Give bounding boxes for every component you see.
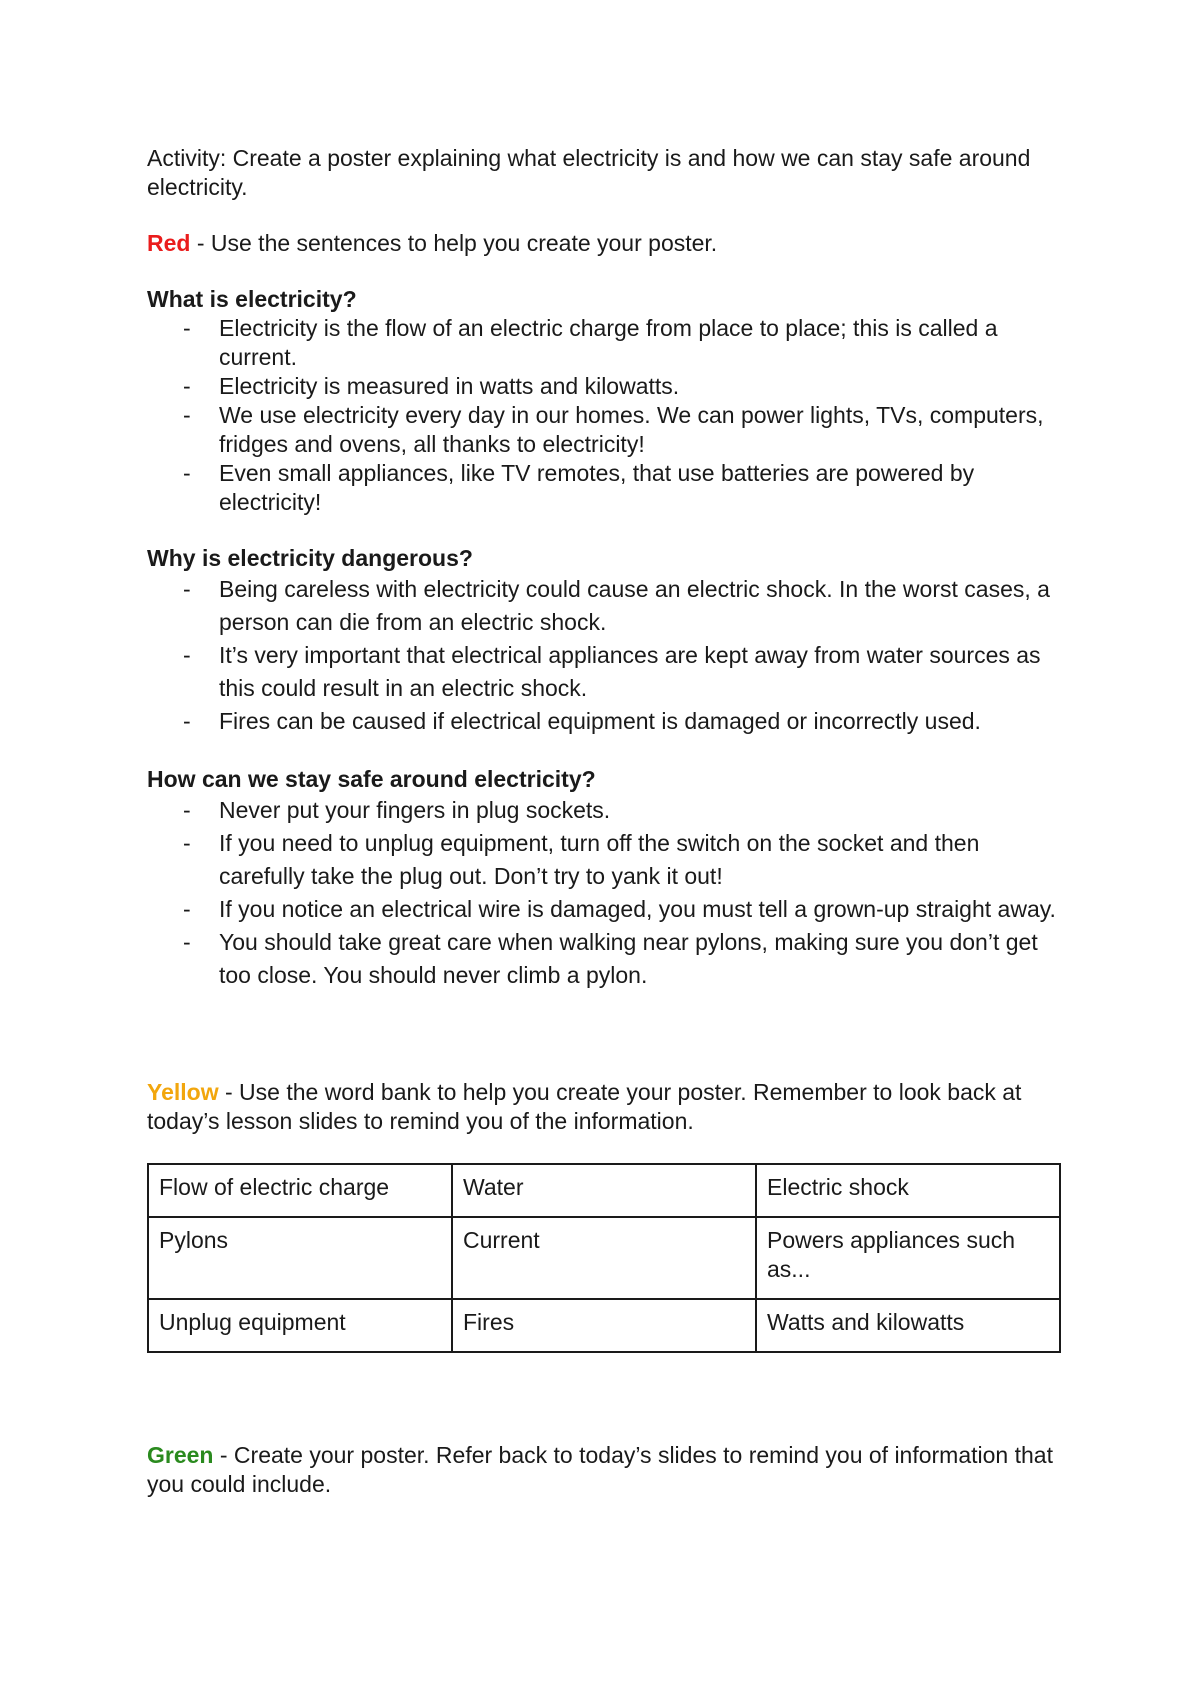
list-item: - You should take great care when walking near pylons, making sure you don’t get too close. You should never climb a pylon.	[147, 926, 1067, 992]
list-item: - We use electricity every day in our homes. We can power lights, TVs, computers, fridges and ovens, all thanks to electricity!	[183, 402, 1044, 457]
list-item: - Never put your fingers in plug sockets.	[147, 794, 1067, 827]
table-cell: Powers appliances such as...	[756, 1217, 1060, 1299]
dash-bullet: -	[183, 830, 191, 856]
yellow-instruction	[147, 1078, 1067, 1136]
red-instruction-text: - Use the sentences to help you create your poster.	[190, 230, 718, 256]
activity-instruction: Activity: Create a poster explaining what electricity is and how we can stay safe around electricity.	[147, 145, 1031, 200]
section-heading-what: What is electricity?	[147, 286, 357, 312]
list-item: - Electricity is measured in watts and kilowatts.	[183, 373, 680, 399]
list-why-dangerous	[147, 573, 1067, 738]
dash-bullet: -	[183, 373, 191, 399]
list-item: - Being careless with electricity could cause an electric shock. In the worst cases, a person can die from an electric shock.	[147, 573, 1067, 639]
dash-bullet: -	[183, 402, 191, 428]
green-instruction	[147, 1441, 1067, 1499]
list-item: - Even small appliances, like TV remotes, that use batteries are powered by electricity!	[183, 460, 975, 515]
dash-bullet: -	[183, 315, 191, 341]
yellow-label: Yellow	[147, 1079, 219, 1105]
red-instruction	[147, 229, 1067, 258]
section-heading-how: How can we stay safe around electricity?	[147, 766, 596, 792]
dash-bullet: -	[183, 460, 191, 486]
table-cell: Fires	[452, 1299, 756, 1352]
table-cell: Electric shock	[756, 1164, 1060, 1217]
dash-bullet: -	[183, 708, 191, 734]
dash-bullet: -	[183, 642, 191, 668]
list-stay-safe	[147, 794, 1067, 992]
table-row	[148, 1299, 1060, 1352]
list-what-is-electricity	[147, 314, 1067, 517]
yellow-instruction-text: - Use the word bank to help you create your poster. Remember to look back at today’s lesson slides to remind you of the information.	[147, 1079, 1022, 1134]
list-item: - It’s very important that electrical appliances are kept away from water sources as this could result in an electric shock.	[147, 639, 1067, 705]
dash-bullet: -	[183, 929, 191, 955]
table-cell: Water	[452, 1164, 756, 1217]
section-heading-why: Why is electricity dangerous?	[147, 545, 473, 571]
table-cell: Flow of electric charge	[148, 1164, 452, 1217]
list-item: - Fires can be caused if electrical equipment is damaged or incorrectly used.	[147, 705, 1067, 738]
table-cell: Pylons	[148, 1217, 452, 1299]
table-row	[148, 1217, 1060, 1299]
table-row	[148, 1164, 1060, 1217]
dash-bullet: -	[183, 896, 191, 922]
list-item: - Electricity is the flow of an electric charge from place to place; this is called a current.	[183, 315, 998, 370]
list-item: - If you need to unplug equipment, turn off the switch on the socket and then carefully take the plug out. Don’t try to yank it out!	[147, 827, 1067, 893]
green-instruction-text: - Create your poster. Refer back to today’s slides to remind you of information that you could include.	[147, 1442, 1053, 1497]
word-bank-table	[147, 1163, 1061, 1353]
table-cell: Current	[452, 1217, 756, 1299]
worksheet-page	[147, 144, 1067, 1499]
green-label: Green	[147, 1442, 214, 1468]
red-label: Red	[147, 230, 191, 256]
table-cell: Watts and kilowatts	[756, 1299, 1060, 1352]
list-item: - If you notice an electrical wire is damaged, you must tell a grown-up straight away.	[147, 893, 1067, 926]
dash-bullet: -	[183, 797, 191, 823]
table-cell: Unplug equipment	[148, 1299, 452, 1352]
dash-bullet: -	[183, 576, 191, 602]
